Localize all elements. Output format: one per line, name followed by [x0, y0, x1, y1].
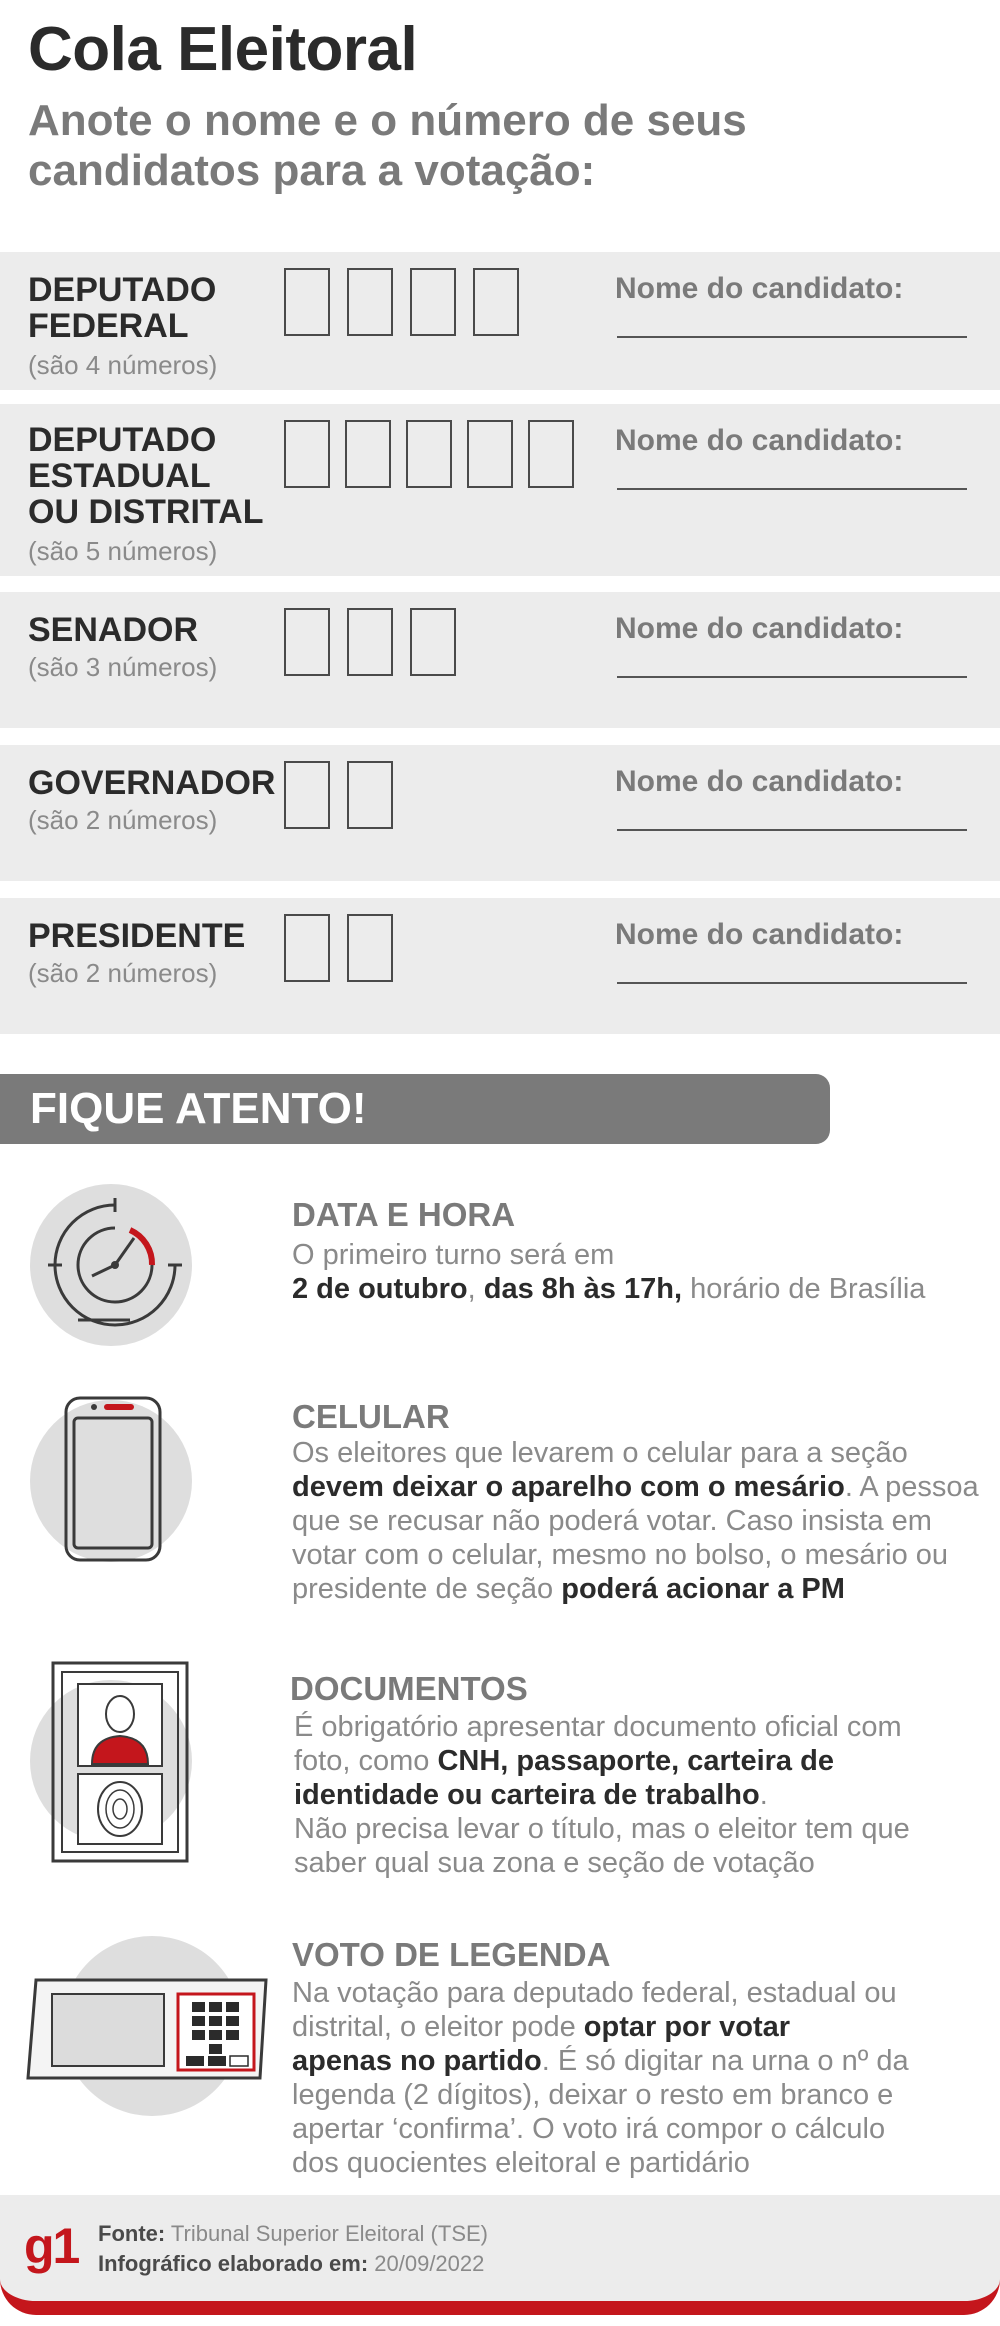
subtitle-line: candidatos para a votação: [28, 146, 596, 195]
office-row-deputado-estadual [0, 404, 1000, 576]
digit-boxes [284, 420, 574, 488]
candidate-name-label: Nome do candidato: [615, 918, 904, 951]
candidate-name-line[interactable] [617, 982, 967, 984]
tip-line: saber qual sua zona e seção de votação [294, 1847, 815, 1879]
tip-line: apertar ‘confirma’. O voto irá compor o cálculo [292, 2113, 886, 2145]
tip-line: apenas no partido. É só digitar na urna o nº da [292, 2045, 909, 2077]
subtitle-line: Anote o nome e o número de seus [28, 96, 747, 145]
digit-box[interactable] [528, 420, 574, 488]
tip-line: legenda (2 dígitos), deixar o resto em branco e [292, 2079, 894, 2111]
digit-boxes [284, 268, 519, 336]
digit-box[interactable] [284, 268, 330, 336]
tip-line: O primeiro turno será em [292, 1239, 615, 1271]
tip-text-voto-legenda [292, 1976, 1000, 2180]
digit-boxes [284, 914, 393, 982]
candidate-name-label: Nome do candidato: [615, 424, 904, 457]
digit-box[interactable] [347, 268, 393, 336]
page-title: Cola Eleitoral [28, 15, 418, 84]
candidate-name-label: Nome do candidato: [615, 765, 904, 798]
digit-count: (são 4 números) [28, 350, 218, 380]
tip-heading-data-hora: DATA E HORA [292, 1196, 516, 1233]
clock-icon [30, 1180, 200, 1350]
tip-text-celular [292, 1436, 1000, 1606]
digit-box[interactable] [345, 420, 391, 488]
office-name [28, 765, 275, 801]
tip-line: Os eleitores que levarem o celular para a seção [292, 1437, 908, 1469]
digit-box[interactable] [284, 608, 330, 676]
digit-box[interactable] [347, 914, 393, 982]
digit-box[interactable] [410, 268, 456, 336]
candidate-name-line[interactable] [617, 829, 967, 831]
candidate-name-line[interactable] [617, 488, 967, 490]
publication-date: Infográfico elaborado em: 20/09/2022 [98, 2251, 485, 2276]
banner-label: FIQUE ATENTO! [30, 1084, 367, 1133]
digit-box[interactable] [284, 420, 330, 488]
tip-line: foto, como CNH, passaporte, carteira de [294, 1745, 834, 1777]
office-row-senador [0, 592, 1000, 728]
office-name [28, 612, 198, 648]
candidate-name-line[interactable] [617, 676, 967, 678]
digit-count: (são 3 números) [28, 652, 218, 682]
voting-machine-icon [26, 1976, 270, 2082]
office-row-governador [0, 745, 1000, 881]
digit-count: (são 5 números) [28, 536, 218, 566]
tip-heading-celular: CELULAR [292, 1398, 450, 1435]
digit-box[interactable] [284, 914, 330, 982]
source-credit: Fonte: Tribunal Superior Eleitoral (TSE) [98, 2221, 488, 2246]
office-name [28, 272, 216, 344]
tip-line: devem deixar o aparelho com o mesário. A pessoa [292, 1471, 979, 1503]
tip-text-documentos [294, 1710, 1000, 1880]
digit-box[interactable] [347, 608, 393, 676]
g1-logo: g1 [24, 2218, 79, 2274]
office-name-line: PRESIDENTE [28, 917, 246, 955]
office-name-line: SENADOR [28, 611, 199, 649]
digit-box[interactable] [467, 420, 513, 488]
tip-line: presidente de seção poderá acionar a PM [292, 1573, 845, 1605]
office-name-line: ESTADUAL [28, 457, 211, 495]
footer [0, 2195, 1000, 2315]
tip-line: que se recusar não poderá votar. Caso insista em [292, 1505, 932, 1537]
digit-boxes [284, 608, 456, 676]
candidate-name-line[interactable] [617, 336, 967, 338]
office-name-line: DEPUTADO [28, 421, 217, 459]
tip-line: distrital, o eleitor pode optar por votar [292, 2011, 791, 2043]
office-row-presidente [0, 898, 1000, 1034]
tip-text-data-hora [292, 1238, 1000, 1306]
office-name-line: GOVERNADOR [28, 764, 276, 802]
page-subtitle [28, 96, 928, 196]
tip-line: dos quocientes eleitoral e partidário [292, 2147, 750, 2179]
digit-count: (são 2 números) [28, 805, 218, 835]
tip-line: votar com o celular, mesmo no bolso, o mesário ou [292, 1539, 949, 1571]
candidate-name-label: Nome do candidato: [615, 612, 904, 645]
office-name-line: OU DISTRITAL [28, 493, 264, 531]
tip-heading-voto-legenda: VOTO DE LEGENDA [292, 1936, 611, 1973]
tip-line: Não precisa levar o título, mas o eleitor tem que [294, 1813, 910, 1845]
candidate-name-label: Nome do candidato: [615, 272, 904, 305]
digit-box[interactable] [406, 420, 452, 488]
tip-line: Na votação para deputado federal, estadual ou [292, 1977, 897, 2009]
office-name-line: DEPUTADO [28, 271, 217, 309]
office-name [28, 422, 263, 530]
tip-line: 2 de outubro, das 8h às 17h, horário de Brasília [292, 1273, 926, 1305]
digit-box[interactable] [410, 608, 456, 676]
tip-line: identidade ou carteira de trabalho. [294, 1779, 768, 1811]
digit-count: (são 2 números) [28, 958, 218, 988]
tip-line: É obrigatório apresentar documento oficial com [294, 1711, 902, 1743]
office-name [28, 918, 245, 954]
attention-banner [0, 1074, 830, 1144]
digit-box[interactable] [284, 761, 330, 829]
id-document-icon [50, 1660, 192, 1866]
office-name-line: FEDERAL [28, 307, 189, 345]
digit-box[interactable] [473, 268, 519, 336]
tip-heading-documentos: DOCUMENTOS [290, 1670, 528, 1707]
digit-boxes [284, 761, 393, 829]
mobile-phone-icon [60, 1394, 170, 1566]
digit-box[interactable] [347, 761, 393, 829]
office-row-deputado-federal [0, 252, 1000, 390]
